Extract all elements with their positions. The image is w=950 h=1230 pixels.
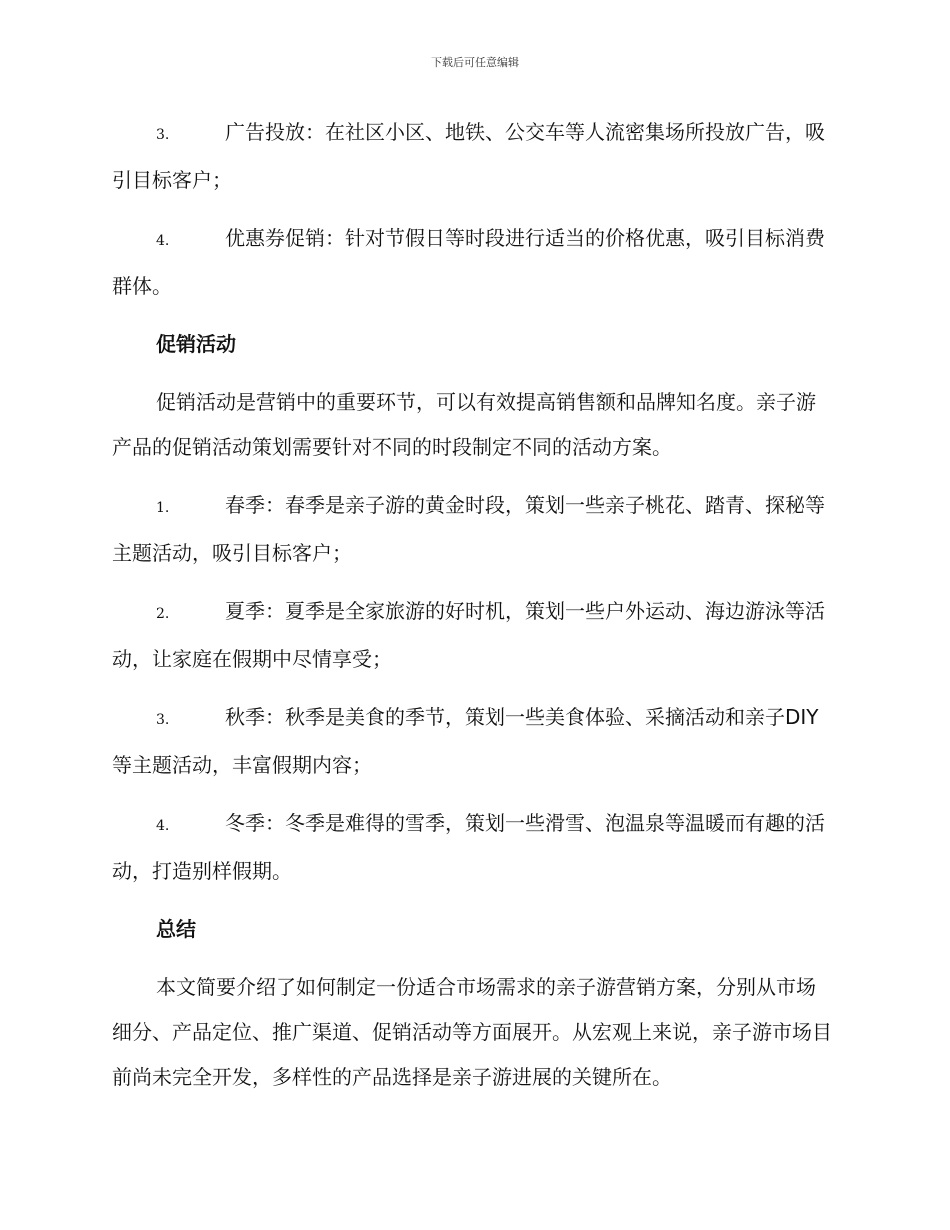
list-number: 3.	[156, 712, 170, 728]
list-number: 4.	[156, 818, 170, 834]
list-item	[112, 695, 834, 788]
list-number: 3.	[156, 127, 170, 143]
list-item	[112, 801, 834, 894]
section-heading-promotions: 促销活动	[156, 332, 236, 356]
list-text: 夏季：夏季是全家旅游的好时机，策划一些户外运动、海边游泳等活动，让家庭在假期中尽情享受；	[112, 599, 825, 671]
list-item	[112, 483, 834, 576]
list-text: 广告投放：在社区小区、地铁、公交车等人流密集场所投放广告，吸引目标客户；	[112, 120, 825, 192]
list-text: 冬季：冬季是难得的雪季，策划一些滑雪、泡温泉等温暖而有趣的活动，打造别样假期。	[112, 811, 825, 883]
list-number: 2.	[156, 606, 170, 622]
document-body	[112, 110, 834, 1113]
list-item	[112, 589, 834, 682]
paragraph-promotions-intro: 促销活动是营销中的重要环节，可以有效提高销售额和品牌知名度。亲子游产品的促销活动策划需要针对不同的时段制定不同的活动方案。	[112, 390, 816, 459]
list-number: 4.	[156, 233, 170, 249]
paragraph-summary: 本文简要介绍了如何制定一份适合市场需求的亲子游营销方案，分别从市场细分、产品定位、推广渠道、促销活动等方面展开。从宏观上来说，亲子游市场目前尚未完全开发，多样性的产品选择是亲子游进展的关键所在。	[112, 975, 832, 1089]
list-number: 1.	[156, 500, 170, 516]
list-text: 春季：春季是亲子游的黄金时段，策划一些亲子桃花、踏青、探秘等主题活动，吸引目标客户；	[112, 493, 825, 565]
list-text: 优惠券促销：针对节假日等时段进行适当的价格优惠，吸引目标消费群体。	[112, 226, 825, 298]
section-heading-summary: 总结	[156, 917, 196, 941]
list-text: 秋季：秋季是美食的季节，策划一些美食体验、采摘活动和亲子DIY等主题活动，丰富假期内容；	[112, 705, 819, 777]
list-item	[112, 110, 834, 203]
page-header: 下载后可任意编辑	[431, 56, 519, 69]
list-item	[112, 216, 834, 309]
